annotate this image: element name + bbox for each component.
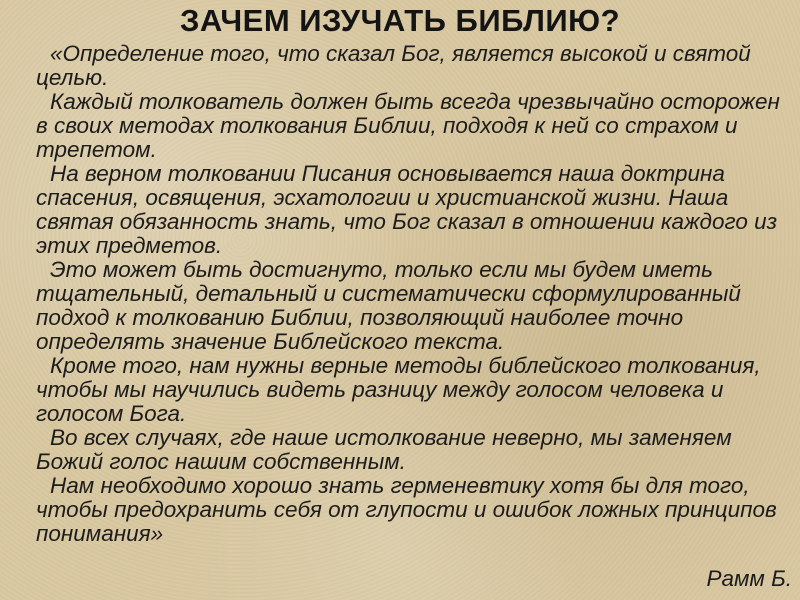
- quote-paragraph-1: «Определение того, что сказал Бог, является высокой и святой целью.: [36, 41, 751, 90]
- quote-author: Рамм Б.: [706, 566, 792, 591]
- quote-paragraph-3: На верном толковании Писания основывается наша доктрина спасения, освящения, эсхатологии и христианской жизни. Наша святая обязанность знать, что Бог сказал в отношении каждого из этих предметов.: [36, 161, 778, 258]
- slide-title: ЗАЧЕМ ИЗУЧАТЬ БИБЛИЮ?: [179, 3, 621, 38]
- quote-paragraph-7: Нам необходимо хорошо знать герменевтику хотя бы для того, чтобы предохранить себя от глупости и ошибок ложных принципов понимания»: [36, 473, 777, 546]
- quote-paragraph-5: Кроме того, нам нужны верные методы библейского толкования, чтобы мы научились видеть разницу между голосом человека и голосом Бога.: [36, 353, 761, 426]
- quote-body: [36, 42, 794, 546]
- quote-paragraph-4: Это может быть достигнуто, только если мы будем иметь тщательный, детальный и систематически сформулированный подход к толкованию Библии, позволяющий наиболее точно определять значение Библейского текста.: [36, 257, 741, 354]
- quote-paragraph-6: Во всех случаях, где наше истолкование неверно, мы заменяем Божий голос нашим собственным.: [36, 425, 732, 474]
- quote-paragraph-2: Каждый толкователь должен быть всегда чрезвычайно осторожен в своих методах толкования Библии, подходя к ней со страхом и трепетом.: [36, 89, 780, 162]
